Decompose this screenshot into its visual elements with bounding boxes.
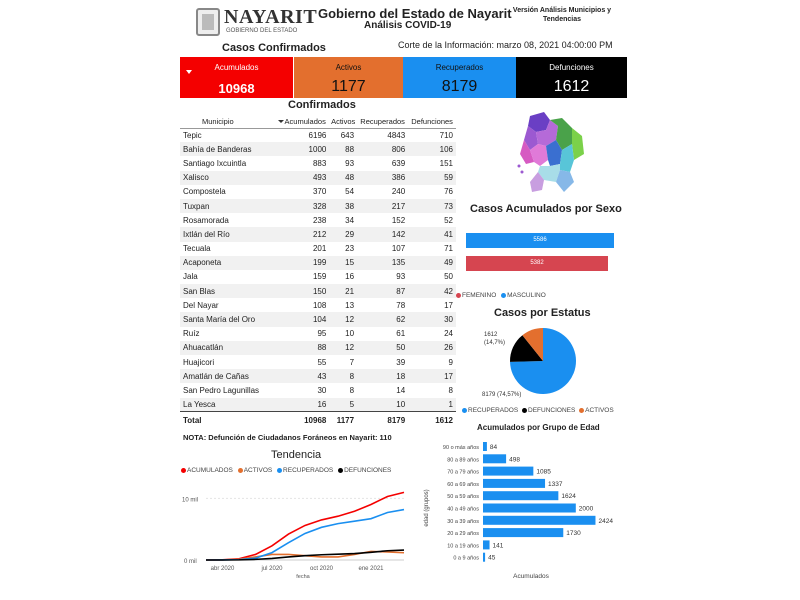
age-bar[interactable]	[483, 442, 487, 451]
kpi-acumulados[interactable]	[180, 57, 293, 98]
cell-activos: 12	[329, 341, 357, 355]
sex-legend	[456, 292, 546, 299]
cell-acumulados: 370	[312, 187, 327, 197]
col-header-acumulados-label: Acumulados	[284, 116, 326, 126]
cell-acumulados: 95	[317, 329, 327, 339]
cell-defunciones: 41	[408, 227, 456, 241]
age-category-label: 50 a 59 años	[447, 494, 479, 501]
municipality-table	[180, 114, 456, 428]
trend-chart-title: Tendencia	[271, 449, 322, 461]
cell-defunciones: 9	[448, 357, 453, 367]
version-line-1: Versión Análisis Municipios y	[512, 7, 612, 14]
cell-municipio: Tepic	[183, 130, 202, 140]
cell-municipio: Rosamorada	[183, 215, 229, 225]
cell-municipio: Tecuala	[183, 244, 211, 254]
age-bar[interactable]	[483, 467, 533, 476]
cell-recuperados: 93	[396, 272, 406, 282]
age-category-label: 40 a 49 años	[447, 506, 479, 513]
age-value-label: 45	[488, 554, 496, 562]
brand-name: NAYARIT	[224, 6, 318, 28]
kpi-acumulados-value: 10968	[218, 81, 255, 96]
cell-defunciones: 76	[444, 187, 453, 197]
table-row[interactable]	[180, 355, 456, 369]
cell-acumulados: 199	[274, 256, 329, 270]
cell-acumulados: 883	[312, 158, 327, 168]
bar-masculino[interactable]: 5586	[466, 233, 614, 248]
cell-recuperados: 18	[357, 369, 408, 383]
age-bar[interactable]	[483, 553, 485, 562]
x-tick-label: jul 2020	[261, 566, 283, 572]
table-row[interactable]	[180, 270, 456, 284]
age-value-label: 141	[492, 542, 504, 550]
cell-acumulados: 328	[274, 199, 329, 213]
age-bar[interactable]	[483, 504, 576, 513]
kpi-acumulados-label: Acumulados	[214, 63, 259, 72]
total-acumulados: 10968	[274, 412, 329, 428]
cell-defunciones: 71	[444, 244, 453, 254]
table-row[interactable]	[180, 185, 456, 199]
table-row[interactable]	[180, 383, 456, 397]
cell-municipio: Del Nayar	[183, 300, 219, 310]
cell-acumulados: 104	[274, 312, 329, 326]
cell-defunciones: 106	[408, 142, 456, 156]
pie-label-recuperados: 8179 (74,57%)	[482, 392, 522, 398]
kpi-defunciones-value: 1612	[553, 78, 590, 95]
cell-activos: 34	[345, 215, 355, 225]
cell-defunciones: 50	[444, 272, 453, 282]
age-chart-title: Acumulados por Grupo de Edad	[477, 423, 600, 432]
cell-municipio: Compostela	[183, 187, 226, 197]
table-row[interactable]	[180, 128, 456, 142]
table-row[interactable]	[180, 199, 456, 213]
legend-dot-recuperados	[277, 468, 282, 473]
age-bar[interactable]	[483, 528, 563, 537]
cell-municipio: Santa María del Oro	[180, 312, 274, 326]
trend-legend-recuperados[interactable]: RECUPERADOS	[283, 467, 334, 474]
age-value-label: 2424	[598, 517, 613, 525]
map-island-1	[518, 165, 521, 168]
cell-activos: 48	[329, 171, 357, 185]
table-row[interactable]	[180, 227, 456, 241]
cell-activos: 21	[329, 284, 357, 298]
pie-label-def-pct: (14,7%)	[484, 339, 506, 346]
kpi-recuperados-value: 8179	[441, 78, 478, 95]
age-category-label: 70 a 79 años	[447, 469, 479, 476]
cell-defunciones: 73	[408, 199, 456, 213]
status-legend	[462, 407, 614, 414]
cell-acumulados: 43	[274, 369, 329, 383]
cell-municipio: San Blas	[180, 284, 274, 298]
trend-legend-defunciones[interactable]: DEFUNCIONES	[344, 467, 392, 474]
legend-dot-recuperados	[462, 408, 467, 413]
cell-activos: 8	[349, 385, 355, 395]
cut-date: Corte de la Información: marzo 08, 2021 04:00:00 PM	[398, 40, 613, 50]
cell-municipio: Acaponeta	[180, 256, 274, 270]
brand-subtitle: GOBIERNO DEL ESTADO	[226, 28, 298, 34]
cell-activos: 10	[345, 329, 355, 339]
cell-municipio: Tuxpan	[180, 199, 274, 213]
age-category-label: 90 o más años	[442, 445, 479, 451]
cell-recuperados: 50	[357, 341, 408, 355]
cell-activos: 88	[329, 142, 357, 156]
age-x-axis-title: Acumulados	[513, 573, 549, 580]
cell-defunciones: 8	[448, 385, 453, 395]
map-island-2	[521, 171, 524, 174]
age-value-label: 84	[489, 444, 498, 451]
age-category-label: 80 a 89 años	[447, 457, 479, 464]
table-row[interactable]	[180, 256, 456, 270]
cell-activos: 8	[329, 369, 357, 383]
cell-recuperados: 61	[396, 329, 406, 339]
sex-chart-title: Casos Acumulados por Sexo	[470, 203, 622, 215]
pie-label-defunciones	[484, 332, 505, 348]
cell-defunciones: 26	[408, 341, 456, 355]
pie-label-def-value: 1612	[484, 332, 498, 338]
table-title: Confirmados	[288, 99, 356, 111]
dropdown-caret-icon[interactable]	[186, 70, 192, 74]
cell-municipio: Xalisco	[180, 171, 274, 185]
cell-activos: 54	[345, 187, 355, 197]
legend-dot-defunciones	[522, 408, 527, 413]
cell-activos: 16	[345, 272, 355, 282]
page-subtitle: Análisis COVID-19	[364, 20, 452, 31]
cell-acumulados: 493	[274, 171, 329, 185]
kpi-activos-label: Activos	[335, 63, 362, 72]
legend-dot-acumulados	[181, 468, 186, 473]
cell-recuperados: 4843	[387, 130, 406, 140]
age-bar[interactable]	[483, 491, 558, 500]
cell-defunciones: 52	[444, 215, 453, 225]
legend-dot-activos	[579, 408, 584, 413]
cell-recuperados: 78	[396, 300, 406, 310]
cell-activos: 643	[340, 130, 355, 140]
cell-municipio: Ahuacatlán	[180, 341, 274, 355]
cell-activos: 29	[329, 227, 357, 241]
age-bar[interactable]	[483, 540, 490, 549]
cell-municipio: Santiago Ixcuintla	[183, 158, 247, 168]
trend-legend-activos[interactable]: ACTIVOS	[243, 467, 273, 474]
legend-dot-femenino	[456, 293, 461, 298]
legend-dot-masculino	[501, 293, 506, 298]
cell-recuperados: 152	[391, 215, 406, 225]
x-tick-label: oct 2020	[309, 566, 334, 572]
cell-recuperados: 107	[391, 244, 406, 254]
col-header-defunciones[interactable]: Defunciones	[408, 114, 456, 128]
cell-activos: 7	[349, 357, 355, 367]
age-value-label: 1337	[548, 480, 563, 488]
cell-acumulados: 212	[274, 227, 329, 241]
cell-acumulados: 55	[317, 357, 327, 367]
bar-femenino[interactable]: 5382	[466, 256, 608, 271]
cell-defunciones: 1	[408, 398, 456, 412]
cell-activos: 12	[329, 312, 357, 326]
cell-activos: 15	[329, 256, 357, 270]
cell-municipio: Amatlán de Cañas	[180, 369, 274, 383]
table-row[interactable]	[180, 284, 456, 298]
cell-defunciones: 42	[408, 284, 456, 298]
state-seal-icon	[196, 8, 220, 36]
table-row[interactable]	[180, 242, 456, 256]
col-header-municipio[interactable]: Municipio	[180, 114, 274, 128]
trend-series-acumulados[interactable]	[206, 492, 404, 560]
age-value-label: 1624	[561, 493, 576, 501]
table-total-row	[180, 412, 456, 428]
age-bar[interactable]	[483, 454, 506, 463]
cell-activos: 38	[329, 199, 357, 213]
status-chart-title: Casos por Estatus	[494, 307, 591, 319]
col-header-acumulados[interactable]	[274, 114, 329, 128]
cell-activos: 23	[345, 244, 355, 254]
cell-acumulados: 150	[274, 284, 329, 298]
legend-activos[interactable]: ACTIVOS	[585, 407, 614, 414]
kpi-activos[interactable]	[294, 57, 403, 98]
cell-defunciones: 17	[444, 300, 453, 310]
cell-defunciones: 59	[408, 171, 456, 185]
x-axis-title: fecha	[296, 574, 310, 580]
cell-municipio: Huajicori	[183, 357, 215, 367]
total-activos: 1177	[329, 412, 357, 428]
cell-recuperados: 10	[357, 398, 408, 412]
age-category-label: 60 a 69 años	[447, 481, 479, 488]
cell-defunciones: 24	[444, 329, 453, 339]
cell-municipio: San Pedro Lagunillas	[183, 385, 260, 395]
cell-acumulados: 201	[312, 244, 327, 254]
age-value-label: 498	[509, 456, 520, 464]
table-row[interactable]	[180, 398, 456, 412]
cell-recuperados: 240	[391, 187, 406, 197]
table-row[interactable]	[180, 298, 456, 312]
table-row[interactable]	[180, 213, 456, 227]
confirmed-cases-heading: Casos Confirmados	[222, 42, 326, 54]
sort-desc-icon	[278, 120, 284, 123]
cell-acumulados: 1000	[274, 142, 329, 156]
map-region-east[interactable]	[572, 128, 584, 160]
kpi-defunciones[interactable]	[516, 57, 627, 98]
cell-defunciones: 30	[408, 312, 456, 326]
legend-masculino[interactable]: MASCULINO	[507, 292, 546, 299]
age-category-label: 0 a 9 años	[453, 555, 479, 562]
cell-municipio: Jala	[183, 272, 198, 282]
table-row[interactable]	[180, 142, 456, 156]
table-row[interactable]	[180, 341, 456, 355]
cell-municipio: Ixtlán del Río	[180, 227, 274, 241]
age-value-label: 2000	[578, 505, 594, 513]
cell-acumulados: 30	[317, 385, 327, 395]
y-tick-10k: 10 mil	[182, 497, 199, 504]
total-recuperados: 8179	[357, 412, 408, 428]
cell-defunciones: 17	[408, 369, 456, 383]
table-row[interactable]	[180, 312, 456, 326]
col-header-activos[interactable]: Activos	[329, 114, 357, 128]
cell-acumulados: 88	[274, 341, 329, 355]
y-tick-0: 0 mil	[184, 559, 197, 565]
cell-municipio: Bahía de Banderas	[180, 142, 274, 156]
cell-municipio: La Yesca	[180, 398, 274, 412]
table-row[interactable]	[180, 171, 456, 185]
legend-dot-activos	[238, 468, 243, 473]
nayarit-map[interactable]	[516, 110, 592, 206]
age-category-label: 10 a 19 años	[447, 543, 479, 550]
cell-recuperados: 14	[396, 385, 406, 395]
legend-defunciones[interactable]: DEFUNCIONES	[528, 407, 576, 414]
legend-dot-defunciones	[338, 468, 343, 473]
cell-defunciones: 151	[439, 158, 453, 168]
foreign-deaths-note: NOTA: Defunción de Ciudadanos Foráneos en Nayarit: 110	[183, 433, 392, 442]
legend-femenino[interactable]: FEMENINO	[462, 292, 497, 299]
age-value-label: 1730	[566, 530, 581, 538]
cell-defunciones: 710	[439, 130, 453, 140]
cell-recuperados: 135	[357, 256, 408, 270]
table-row[interactable]	[180, 327, 456, 341]
cell-recuperados: 62	[357, 312, 408, 326]
cell-recuperados: 217	[357, 199, 408, 213]
cell-defunciones: 49	[408, 256, 456, 270]
col-header-recuperados[interactable]: Recuperados	[357, 114, 408, 128]
status-pie-chart[interactable]	[508, 326, 578, 396]
kpi-defunciones-label: Defunciones	[549, 63, 594, 72]
version-label	[506, 6, 618, 25]
cell-activos: 5	[329, 398, 357, 412]
kpi-recuperados[interactable]	[403, 57, 516, 98]
legend-recuperados[interactable]: RECUPERADOS	[468, 407, 519, 414]
page-title: Gobierno del Estado de Nayarit	[318, 6, 512, 21]
cell-municipio: Ruíz	[183, 329, 200, 339]
kpi-activos-value: 1177	[331, 78, 366, 95]
cell-recuperados: 142	[357, 227, 408, 241]
age-value-label: 1085	[536, 468, 551, 476]
total-municipio: Total	[180, 412, 274, 428]
age-category-label: 30 a 39 años	[447, 518, 479, 525]
cell-acumulados: 16	[274, 398, 329, 412]
cell-acumulados: 238	[312, 215, 327, 225]
age-bar[interactable]	[483, 479, 545, 488]
cell-recuperados: 806	[357, 142, 408, 156]
age-category-label: 20 a 29 años	[447, 531, 479, 538]
table-row[interactable]	[180, 369, 456, 383]
table-row[interactable]	[180, 156, 456, 170]
kpi-recuperados-label: Recuperados	[435, 63, 484, 72]
version-line-2: Tendencias	[543, 16, 581, 24]
x-tick-label: abr 2020	[210, 566, 235, 572]
age-bar-chart[interactable]	[420, 436, 620, 582]
trend-legend-acumulados[interactable]: ACUMULADOS	[187, 467, 233, 474]
x-tick-label: ene 2021	[358, 566, 384, 572]
cell-recuperados: 87	[357, 284, 408, 298]
age-y-axis-title: edad (grupos)	[424, 489, 430, 527]
age-bar[interactable]	[483, 516, 595, 525]
cell-recuperados: 386	[357, 171, 408, 185]
cell-acumulados: 159	[312, 272, 327, 282]
trend-line-chart[interactable]	[180, 478, 410, 582]
cell-recuperados: 39	[396, 357, 406, 367]
cell-activos: 93	[345, 158, 355, 168]
cell-acumulados: 6196	[308, 130, 327, 140]
cell-activos: 13	[345, 300, 355, 310]
total-defunciones: 1612	[408, 412, 456, 428]
cell-recuperados: 639	[391, 158, 406, 168]
cell-acumulados: 108	[312, 300, 327, 310]
trend-legend	[181, 467, 391, 474]
